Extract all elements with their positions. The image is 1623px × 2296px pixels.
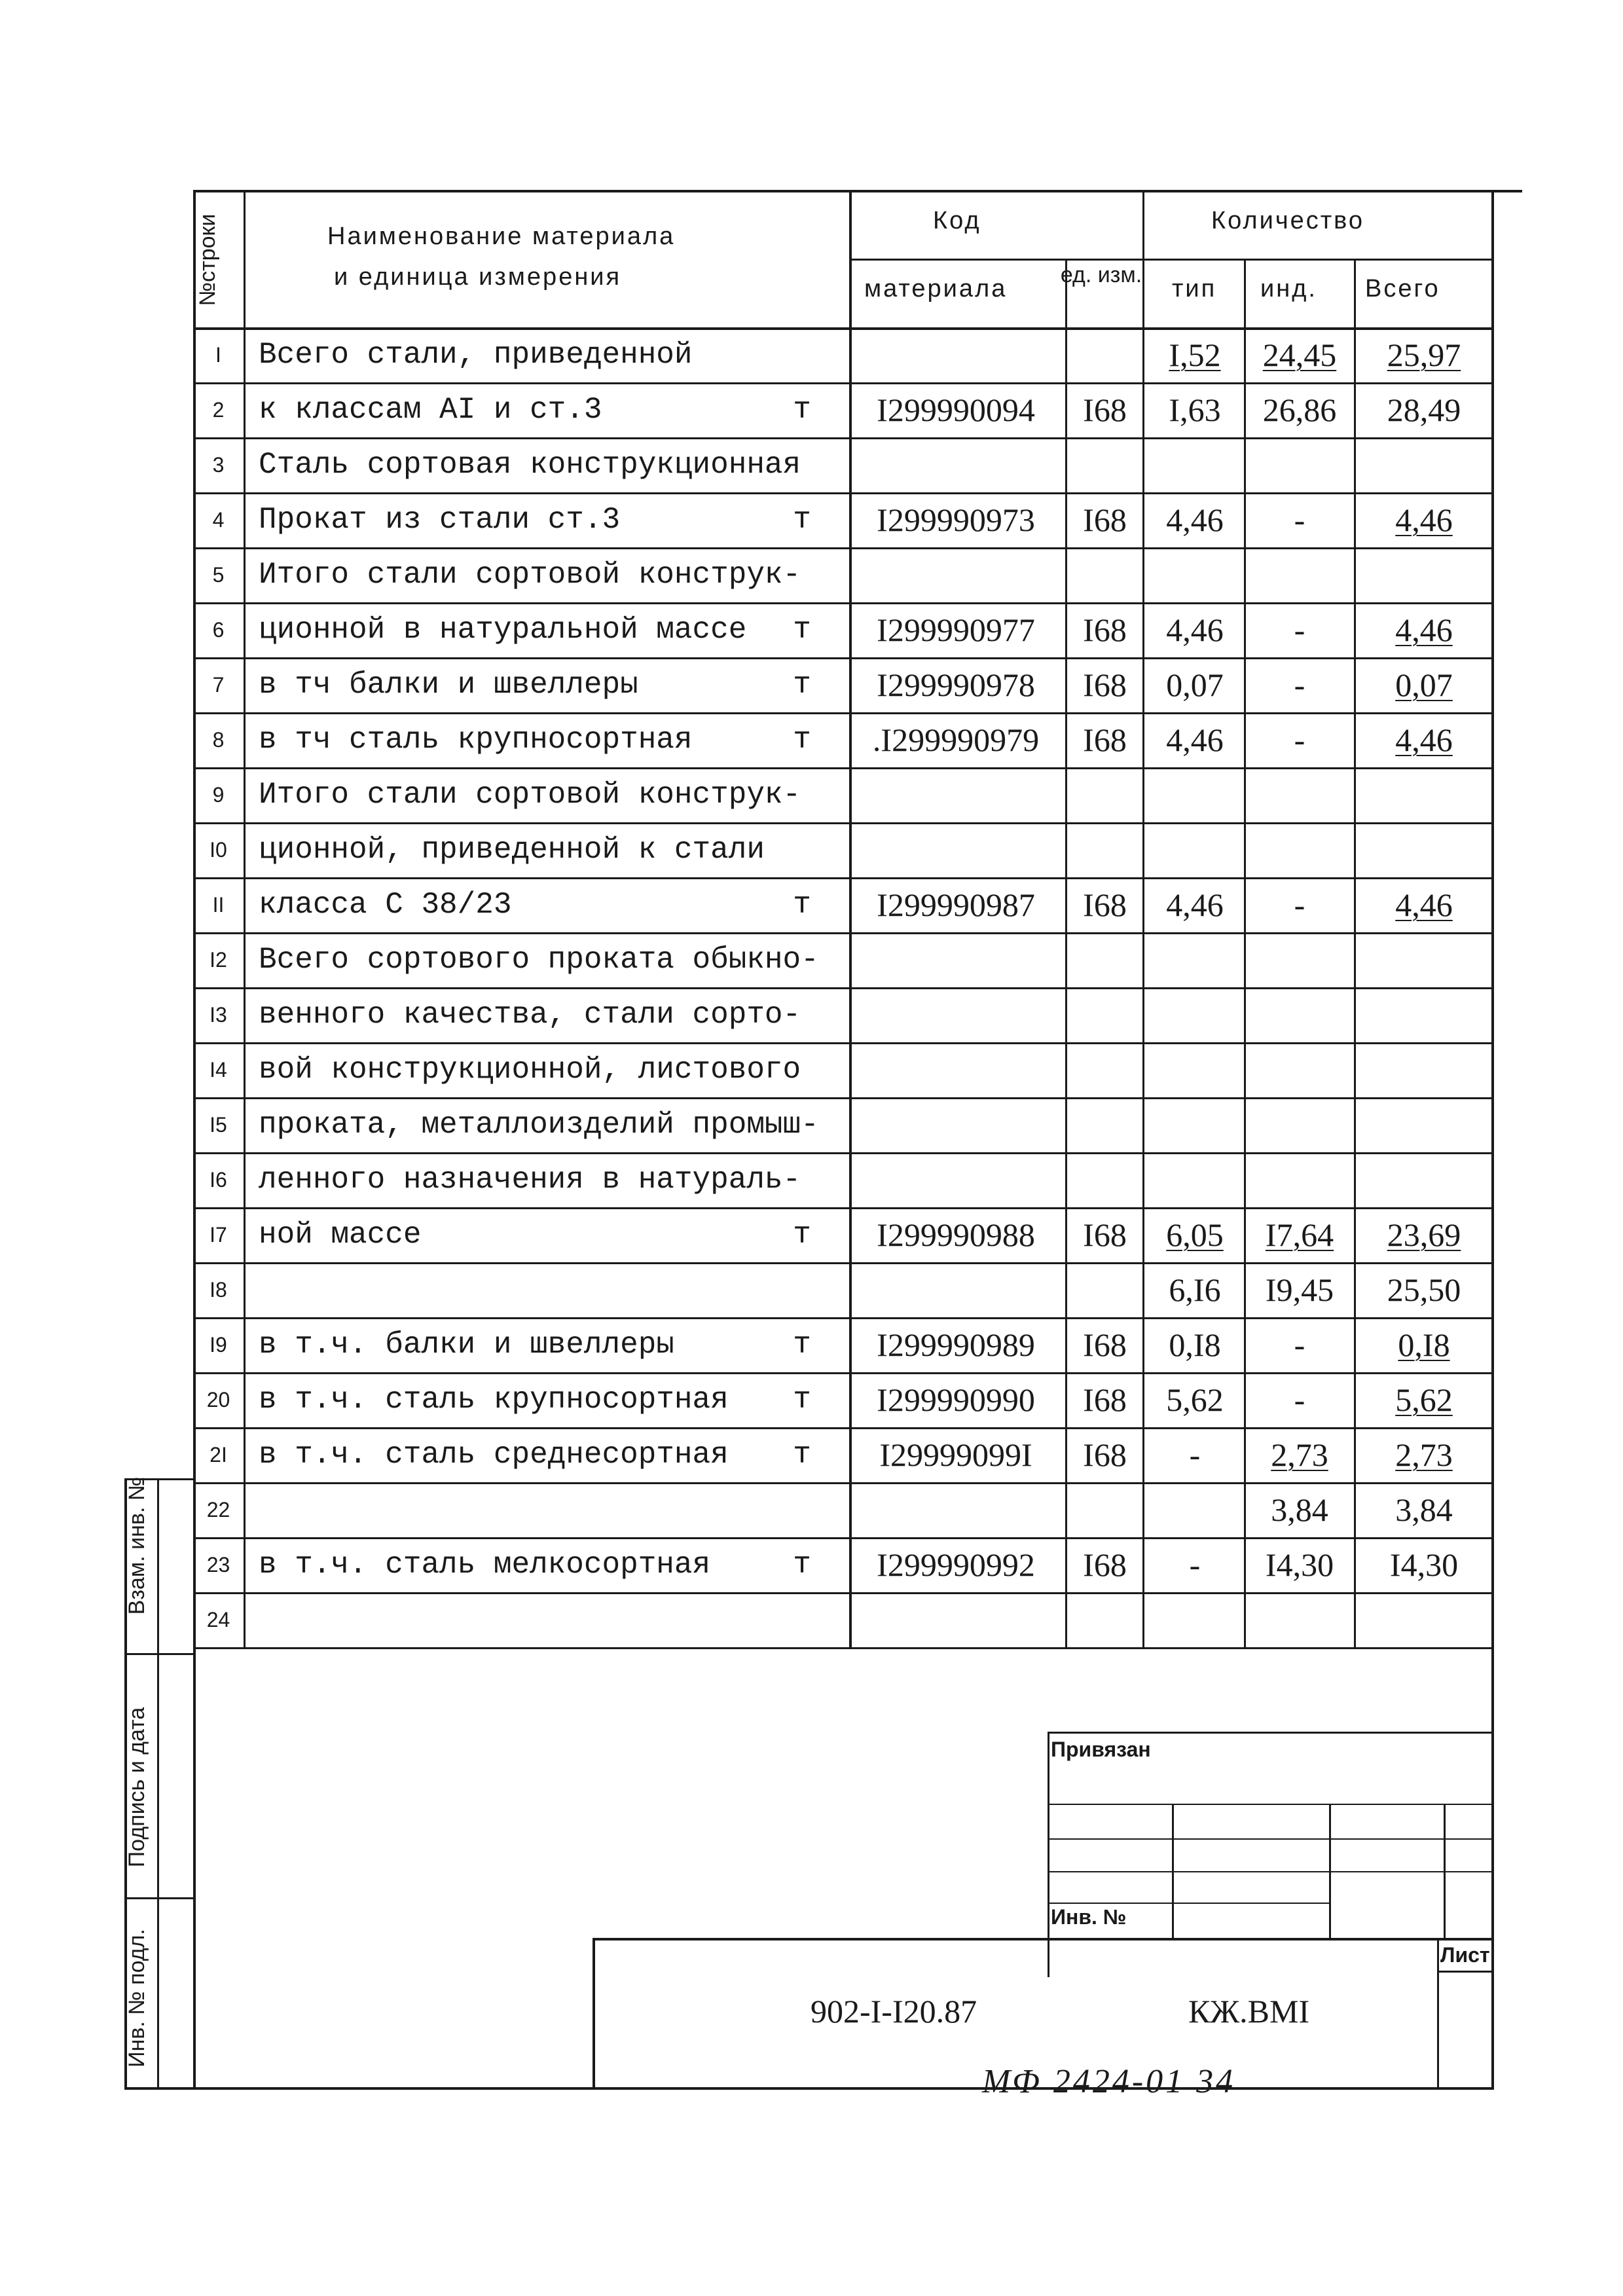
header-quantity-ind: инд. <box>1260 275 1317 302</box>
row-8-ind: - <box>1294 721 1305 758</box>
margin-right-border <box>193 1647 196 2088</box>
row-11-number: II <box>212 893 225 917</box>
stamp-line-1 <box>1048 1804 1494 1805</box>
col-ed-border <box>1065 259 1067 1647</box>
header-name-line1: Наименование материала <box>327 223 676 250</box>
row-19-ind: - <box>1294 1326 1305 1363</box>
row-21-name: в т.ч. сталь среднесортная <box>259 1438 729 1472</box>
row-17-ind: I7,64 <box>1265 1216 1334 1253</box>
row-19-number: I9 <box>210 1333 227 1357</box>
row-19-tot: 0,I8 <box>1398 1326 1450 1363</box>
row-19-code: I299990989 <box>877 1326 1035 1363</box>
row-11-unit: т <box>793 888 811 922</box>
page-bottom-border <box>124 2087 1494 2090</box>
row-20-code: I299990990 <box>877 1381 1035 1418</box>
row-4-ed: I68 <box>1083 501 1127 538</box>
row-8-unit: т <box>793 723 811 757</box>
row-6-ed: I68 <box>1083 611 1127 648</box>
row-21-code: I29999099I <box>879 1436 1032 1473</box>
row-12-name: Всего сортового проката обыкно- <box>259 943 819 977</box>
title-block-sheet-line <box>1437 1971 1494 1973</box>
header-quantity-group: Количество <box>1211 207 1365 234</box>
row-21-typ: - <box>1189 1436 1201 1473</box>
row-10-number: I0 <box>210 838 227 862</box>
row-13-number: I3 <box>210 1003 227 1027</box>
col-ind-border <box>1244 259 1246 1647</box>
row-20-tot: 5,62 <box>1395 1381 1453 1418</box>
row-9-number: 9 <box>212 783 225 807</box>
row-21-unit: т <box>793 1438 811 1472</box>
row-8-tot: 4,46 <box>1395 721 1453 758</box>
title-block-left <box>593 1938 595 2088</box>
row-23-tot: I4,30 <box>1389 1546 1459 1583</box>
row-15-number: I5 <box>210 1113 227 1137</box>
margin-label-podpis: Подпись и дата <box>124 1707 149 1868</box>
row-11-name: класса С 38/23 <box>259 888 512 922</box>
row-4-name: Прокат из стали ст.3 <box>259 503 621 537</box>
row-12-number: I2 <box>210 948 227 972</box>
row-6-typ: 4,46 <box>1166 611 1224 648</box>
row-14-name: вой конструкционной, листового <box>259 1053 801 1087</box>
row-6-ind: - <box>1294 611 1305 648</box>
row-20-ed: I68 <box>1083 1381 1127 1418</box>
row-2-number: 2 <box>212 398 225 422</box>
row-17-ed: I68 <box>1083 1216 1127 1253</box>
row-6-name: ционной в натуральной массе <box>259 613 747 647</box>
stamp-list: Лист <box>1440 1943 1490 1967</box>
header-code-material: материала <box>864 275 1008 302</box>
row-21-ind: 2,73 <box>1271 1436 1328 1473</box>
title-block-top <box>593 1938 1494 1941</box>
row-11-tot: 4,46 <box>1395 886 1453 923</box>
row-7-code: I299990978 <box>877 666 1035 703</box>
row-6-unit: т <box>793 613 811 647</box>
header-code-group: Код <box>933 207 981 234</box>
stamp-inv-no: Инв. № <box>1051 1905 1127 1929</box>
row-7-unit: т <box>793 668 811 702</box>
row-border <box>193 1647 1494 1649</box>
table-top-border <box>193 190 1522 192</box>
row-21-ed: I68 <box>1083 1436 1127 1473</box>
header-quantity-total: Всего <box>1365 275 1440 302</box>
header-name-line2: и единица измерения <box>334 263 622 291</box>
row-11-ed: I68 <box>1083 886 1127 923</box>
header-row-number: №строки <box>195 213 220 306</box>
row-21-tot: 2,73 <box>1395 1436 1453 1473</box>
margin-label-inv-podl: Инв. № подл. <box>124 1929 149 2068</box>
row-8-typ: 4,46 <box>1166 721 1224 758</box>
stamp-col-1 <box>1172 1804 1174 1938</box>
row-23-number: 23 <box>206 1553 230 1576</box>
title-block-sheet-col <box>1437 1938 1439 2088</box>
row-1-name: Всего стали, приведенной <box>259 338 693 372</box>
row-6-number: 6 <box>212 618 225 642</box>
row-1-number: I <box>215 343 221 367</box>
row-7-number: 7 <box>212 673 225 697</box>
row-4-number: 4 <box>212 508 225 532</box>
row-8-ed: I68 <box>1083 721 1127 758</box>
stamp-privyazan: Привязан <box>1051 1738 1151 1761</box>
row-2-tot: 28,49 <box>1387 392 1461 428</box>
row-17-unit: т <box>793 1218 811 1252</box>
stamp-col-2 <box>1329 1804 1331 1938</box>
stamp-line-2 <box>1048 1838 1494 1840</box>
row-2-typ: I,63 <box>1169 392 1221 428</box>
row-17-name: ной массе <box>259 1218 422 1252</box>
margin-inner-border <box>157 1478 159 2088</box>
stamp-col-3 <box>1444 1804 1446 1938</box>
row-4-code: I299990973 <box>877 501 1035 538</box>
row-4-typ: 4,46 <box>1166 501 1224 538</box>
row-16-name: ленного назначения в натураль- <box>259 1163 801 1197</box>
row-11-typ: 4,46 <box>1166 886 1224 923</box>
row-21-number: 2I <box>210 1443 227 1467</box>
margin-divider-2 <box>124 1897 193 1899</box>
row-7-typ: 0,07 <box>1166 666 1224 703</box>
row-20-unit: т <box>793 1383 811 1417</box>
row-5-name: Итого стали сортовой конструк- <box>259 558 801 592</box>
stamp-line-4 <box>1048 1903 1329 1904</box>
row-19-name: в т.ч. балки и швеллеры <box>259 1328 674 1362</box>
row-24-number: 24 <box>206 1608 230 1631</box>
row-6-code: I299990977 <box>877 611 1035 648</box>
row-23-ind: I4,30 <box>1265 1546 1334 1583</box>
row-23-name: в т.ч. сталь мелкосортная <box>259 1548 711 1582</box>
row-17-code: I299990988 <box>877 1216 1035 1253</box>
row-18-typ: 6,I6 <box>1169 1271 1221 1308</box>
row-22-number: 22 <box>206 1498 230 1522</box>
row-23-ed: I68 <box>1083 1546 1127 1583</box>
row-13-name: венного качества, стали сорто- <box>259 998 801 1032</box>
margin-divider-1 <box>124 1653 193 1655</box>
header-quantity-typ: тип <box>1172 275 1217 302</box>
row-2-code: I299990094 <box>877 392 1035 428</box>
row-14-number: I4 <box>210 1058 227 1082</box>
row-17-tot: 23,69 <box>1387 1216 1461 1253</box>
row-4-unit: т <box>793 503 811 537</box>
row-3-name: Сталь сортовая конструкционная <box>259 448 801 482</box>
row-11-code: I299990987 <box>877 886 1035 923</box>
row-19-unit: т <box>793 1328 811 1362</box>
header-mid-border <box>849 259 1494 261</box>
row-9-name: Итого стали сортовой конструк- <box>259 778 801 812</box>
row-2-ind: 26,86 <box>1262 392 1337 428</box>
stamp-document-code: 902-I-I20.87 <box>811 1993 977 2030</box>
row-8-number: 8 <box>212 728 225 752</box>
row-6-tot: 4,46 <box>1395 611 1453 648</box>
row-1-ind: 24,45 <box>1262 337 1337 373</box>
row-7-name: в тч балки и швеллеры <box>259 668 638 702</box>
handwritten-archive-number: МФ 2424-01 34 <box>982 2063 1236 2100</box>
row-15-name: проката, металлоизделий промыш- <box>259 1108 819 1142</box>
row-19-ed: I68 <box>1083 1326 1127 1363</box>
row-7-ed: I68 <box>1083 666 1127 703</box>
row-18-ind: I9,45 <box>1265 1271 1334 1308</box>
row-18-tot: 25,50 <box>1387 1271 1461 1308</box>
row-20-name: в т.ч. сталь крупносортная <box>259 1383 729 1417</box>
row-23-typ: - <box>1189 1546 1201 1583</box>
row-3-number: 3 <box>212 453 225 477</box>
row-20-ind: - <box>1294 1381 1305 1418</box>
row-22-tot: 3,84 <box>1395 1491 1453 1528</box>
row-2-name: к классам АI и ст.3 <box>259 393 602 427</box>
row-2-ed: I68 <box>1083 392 1127 428</box>
row-1-typ: I,52 <box>1169 337 1221 373</box>
row-20-typ: 5,62 <box>1166 1381 1224 1418</box>
row-20-number: 20 <box>206 1388 230 1412</box>
col-tot-border <box>1354 259 1356 1647</box>
header-code-unit: ед. изм. <box>1060 263 1142 287</box>
row-17-typ: 6,05 <box>1166 1216 1224 1253</box>
row-17-number: I7 <box>210 1223 227 1247</box>
row-5-number: 5 <box>212 563 225 587</box>
row-8-name: в тч сталь крупносортная <box>259 723 693 757</box>
row-2-unit: т <box>793 393 811 427</box>
row-7-tot: 0,07 <box>1395 666 1453 703</box>
row-23-code: I299990992 <box>877 1546 1035 1583</box>
row-11-ind: - <box>1294 886 1305 923</box>
stamp-line-3 <box>1048 1871 1494 1872</box>
row-8-code: .I299990979 <box>872 721 1040 758</box>
stamp-top-border <box>1048 1732 1494 1734</box>
row-1-tot: 25,97 <box>1387 337 1461 373</box>
stamp-document-mark: КЖ.ВМI <box>1188 1993 1310 2030</box>
row-18-number: I8 <box>210 1278 227 1302</box>
row-4-tot: 4,46 <box>1395 501 1453 538</box>
row-border <box>193 1592 1494 1594</box>
row-4-ind: - <box>1294 501 1305 538</box>
row-22-ind: 3,84 <box>1271 1491 1328 1528</box>
row-16-number: I6 <box>210 1168 227 1192</box>
row-7-ind: - <box>1294 666 1305 703</box>
margin-label-vzam: Взам. инв. № <box>124 1476 149 1615</box>
row-19-typ: 0,I8 <box>1169 1326 1221 1363</box>
row-10-name: ционной, приведенной к стали <box>259 833 765 867</box>
row-23-unit: т <box>793 1548 811 1582</box>
